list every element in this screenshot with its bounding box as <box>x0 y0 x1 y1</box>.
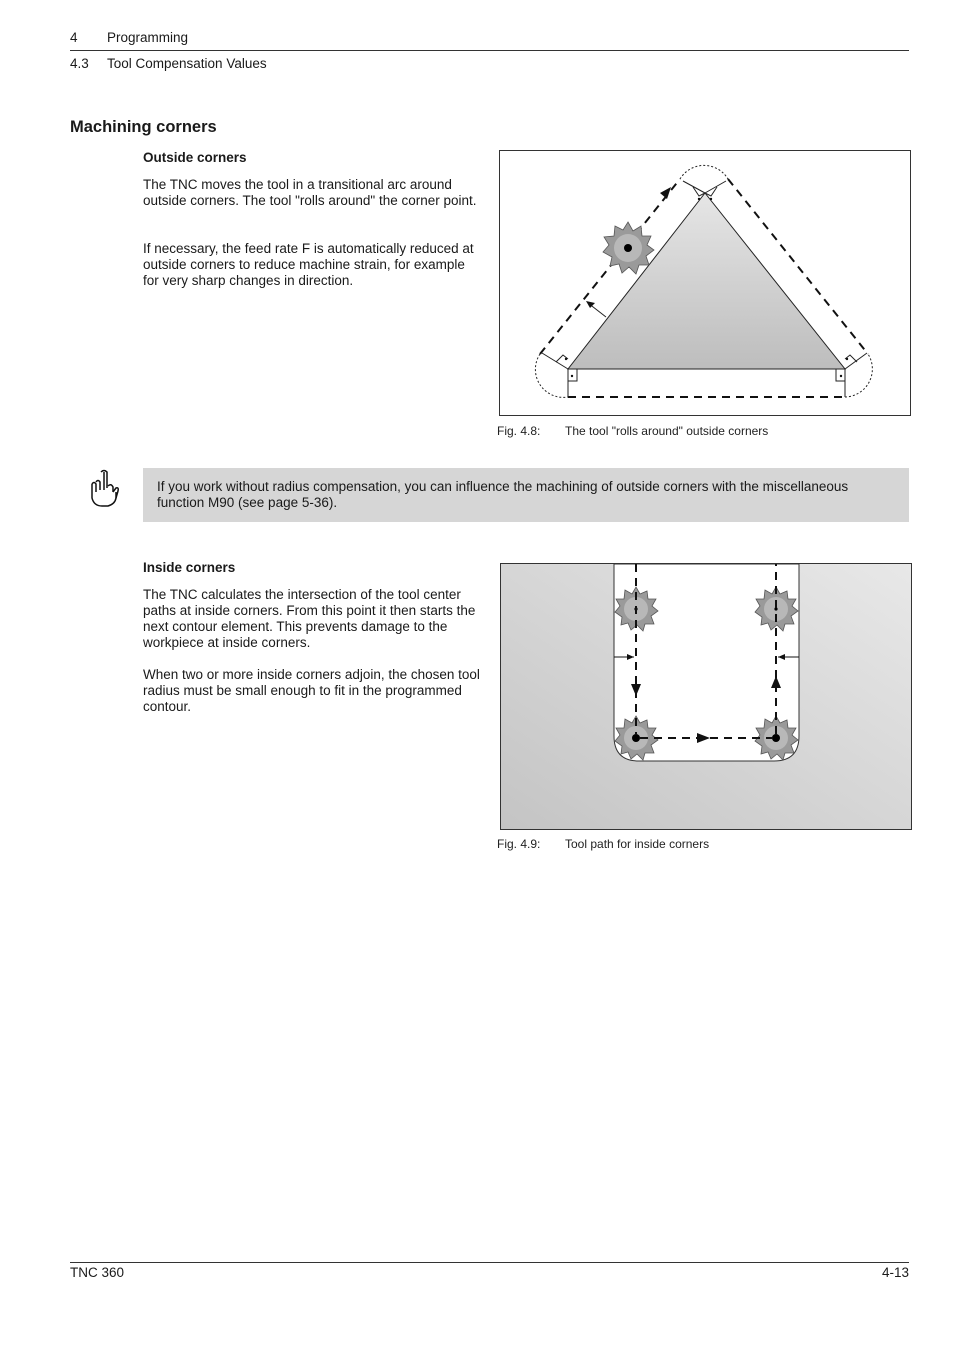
inside-paragraph-1: The TNC calculates the intersection of the tool center paths at inside corners. From this point it then starts the next contour element. This prevents damage to the workpiece at inside corners. <box>143 587 476 650</box>
inside-paragraph-2: When two or more inside corners adjoin, the chosen tool radius must be small enough to fit in the programmed contour. <box>143 667 480 714</box>
outside-paragraph-1: The TNC moves the tool in a transitional arc around outside corners. The tool "rolls around" the corner point. <box>143 177 477 208</box>
figure-caption-text: The tool "rolls around" outside corners <box>565 424 769 438</box>
pointing-hand-icon <box>88 468 122 515</box>
figure-number: Fig. 4.9: <box>497 837 541 851</box>
header-rule <box>70 50 909 51</box>
inside-corners-diagram <box>501 564 911 829</box>
figure-inside-corners <box>500 563 912 830</box>
page-heading: Machining corners <box>70 118 217 136</box>
note-text: If you work without radius compensation, you can influence the machining of outside corners with the miscellaneous function M90 (see page 5-36). <box>157 479 849 510</box>
outside-paragraph-2: If necessary, the feed rate F is automatically reduced at outside corners to reduce machine strain, for example for very sharp changes in direction. <box>143 241 474 288</box>
footer-page-number: 4-13 <box>881 1265 909 1280</box>
outside-corners-heading: Outside corners <box>143 150 247 165</box>
outside-corners-diagram <box>500 151 910 415</box>
section-number: 4.3 <box>70 56 89 71</box>
figure-number: Fig. 4.8: <box>497 424 541 438</box>
figure-4-9-caption <box>497 837 709 851</box>
section-title: Tool Compensation Values <box>107 56 267 71</box>
figure-caption-text: Tool path for inside corners <box>565 837 710 851</box>
chapter-title: Programming <box>107 30 189 45</box>
running-header-chapter <box>70 30 188 45</box>
note-box <box>143 468 909 522</box>
footer-product: TNC 360 <box>70 1265 125 1280</box>
chapter-number: 4 <box>70 30 78 45</box>
figure-outside-corners <box>499 150 911 416</box>
running-header-section <box>70 56 267 71</box>
inside-corners-heading: Inside corners <box>143 560 236 575</box>
footer-rule <box>70 1262 909 1263</box>
figure-4-8-caption <box>497 424 768 438</box>
